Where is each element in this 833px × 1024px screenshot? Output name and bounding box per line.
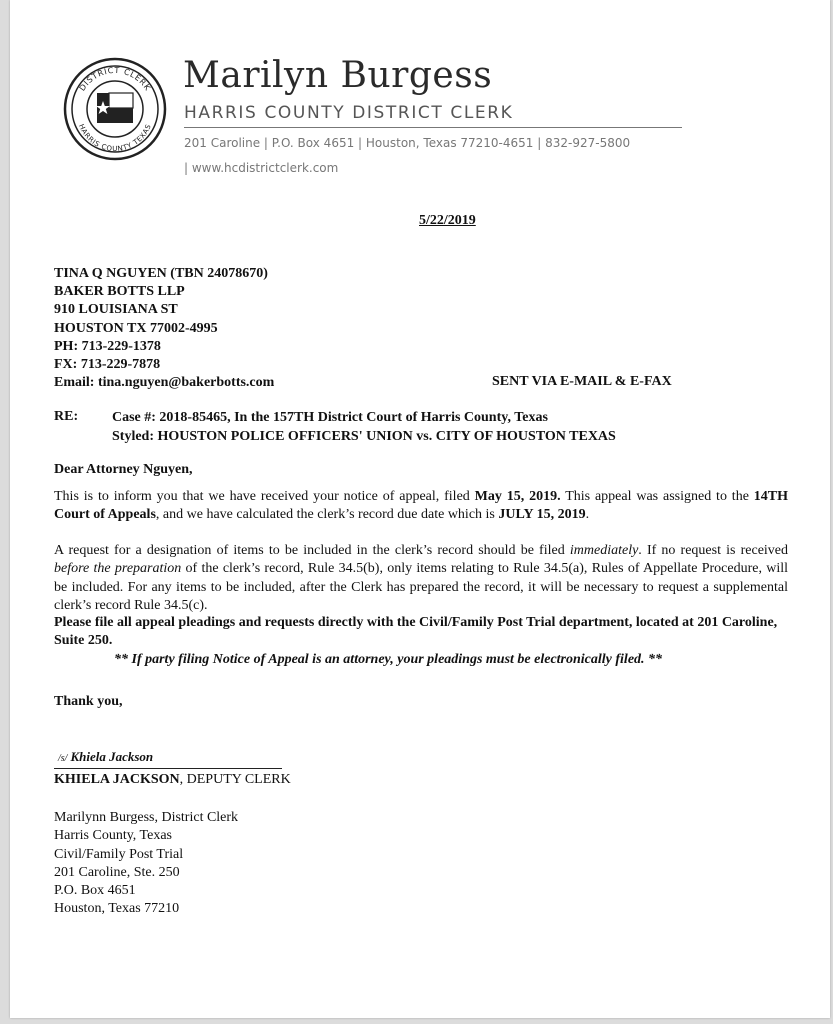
salutation: Dear Attorney Nguyen,: [54, 462, 193, 477]
sent-via-notice: SENT VIA E-MAIL & E-FAX: [492, 374, 672, 389]
recipient-fax: FX: 713-229-7878: [54, 357, 161, 373]
footer-line: Civil/Family Post Trial: [54, 846, 184, 862]
signature-line: [54, 768, 282, 769]
recipient-city: HOUSTON TX 77002-4995: [54, 320, 218, 336]
recipient-email: Email: tina.nguyen@bakerbotts.com: [54, 375, 275, 391]
para2-immediately: immediately: [569, 543, 639, 558]
recipient-street: 910 LOUISIANA ST: [54, 302, 178, 318]
letter-date: 5/22/2019: [419, 213, 476, 228]
letterhead-name: Marilyn Burgess: [183, 55, 493, 96]
appeal-notice-paragraph: [54, 488, 788, 525]
para1-filed-date: May 15, 2019.: [474, 489, 561, 504]
electronic-filing-note: ** If party filing Notice of Appeal is an attorney, your pleadings must be electronically filed. **: [114, 652, 663, 667]
para1-text-1: This is to inform you that we have received your notice of appeal, filed: [54, 489, 475, 504]
para2-text-3: of the clerk’s record, Rule 34.5(b), only items relating to Rule 34.5(a), Rules of Appellate Procedure, will be included. For any items to be included, after the Clerk has prepared the record, it will be necessary to request a supplemental clerk’s record Rule 34.5(c).: [54, 561, 788, 613]
para1-text-3: , and we have calculated the clerk’s record due date which is: [155, 507, 499, 523]
footer-line: Marilynn Burgess, District Clerk: [54, 810, 239, 825]
para1-text-4: .: [585, 507, 590, 523]
footer-address-block: [54, 809, 238, 919]
footer-line: Houston, Texas 77210: [54, 901, 180, 917]
letter-page: [10, 0, 830, 1018]
signature: [58, 749, 153, 765]
signature-script: Khiela Jackson: [70, 749, 154, 764]
recipient-firm: BAKER BOTTS LLP: [54, 284, 185, 300]
district-clerk-seal-icon: [63, 57, 167, 161]
signer-name-title: [54, 772, 291, 788]
re-styled-line: Styled: HOUSTON POLICE OFFICERS' UNION vs. CITY OF HOUSTON TEXAS: [112, 428, 616, 444]
para1-court: 14TH Court of Appeals: [54, 489, 789, 523]
para2-text-1: A request for a designation of items to be included in the clerk’s record should be filed: [54, 543, 570, 558]
letterhead-address: 201 Caroline | P.O. Box 4651 | Houston, Texas 77210-4651 | 832-927-5800: [184, 136, 631, 150]
signature-prefix: /s/: [58, 753, 68, 764]
seal-bottom-text: HARRIS COUNTY TEXAS: [77, 122, 153, 154]
letterhead-divider: [184, 127, 682, 128]
closing: Thank you,: [54, 694, 123, 709]
letterhead-website: | www.hcdistrictclerk.com: [184, 161, 339, 175]
para1-due-date: JULY 15, 2019: [498, 507, 586, 523]
signer-name: KHIELA JACKSON: [54, 772, 180, 787]
designation-paragraph: [54, 542, 788, 615]
para2-text-2: . If no request is received: [638, 543, 789, 558]
filing-instruction: Please file all appeal pleadings and requests directly with the Civil/Family Post Trial department, located at 201 Caroline, Suite 250.: [54, 615, 778, 649]
signer-title: , DEPUTY CLERK: [179, 772, 291, 787]
re-case-line: Case #: 2018-85465, In the 157TH District Court of Harris County, Texas: [112, 410, 548, 425]
para2-before-preparation: before the preparation: [54, 561, 182, 577]
para1-text-2: This appeal was assigned to the: [560, 489, 754, 504]
footer-line: Harris County, Texas: [54, 828, 173, 844]
letterhead-office: HARRIS COUNTY DISTRICT CLERK: [184, 103, 514, 123]
recipient-address-block: [54, 265, 274, 392]
re-block: [112, 409, 616, 446]
seal-top-text: DISTRICT CLERK: [77, 65, 153, 93]
footer-line: P.O. Box 4651: [54, 883, 136, 899]
footer-line: 201 Caroline, Ste. 250: [54, 864, 180, 880]
recipient-phone: PH: 713-229-1378: [54, 338, 161, 354]
recipient-name: TINA Q NGUYEN (TBN 24078670): [54, 266, 268, 281]
re-label: RE:: [54, 409, 79, 424]
